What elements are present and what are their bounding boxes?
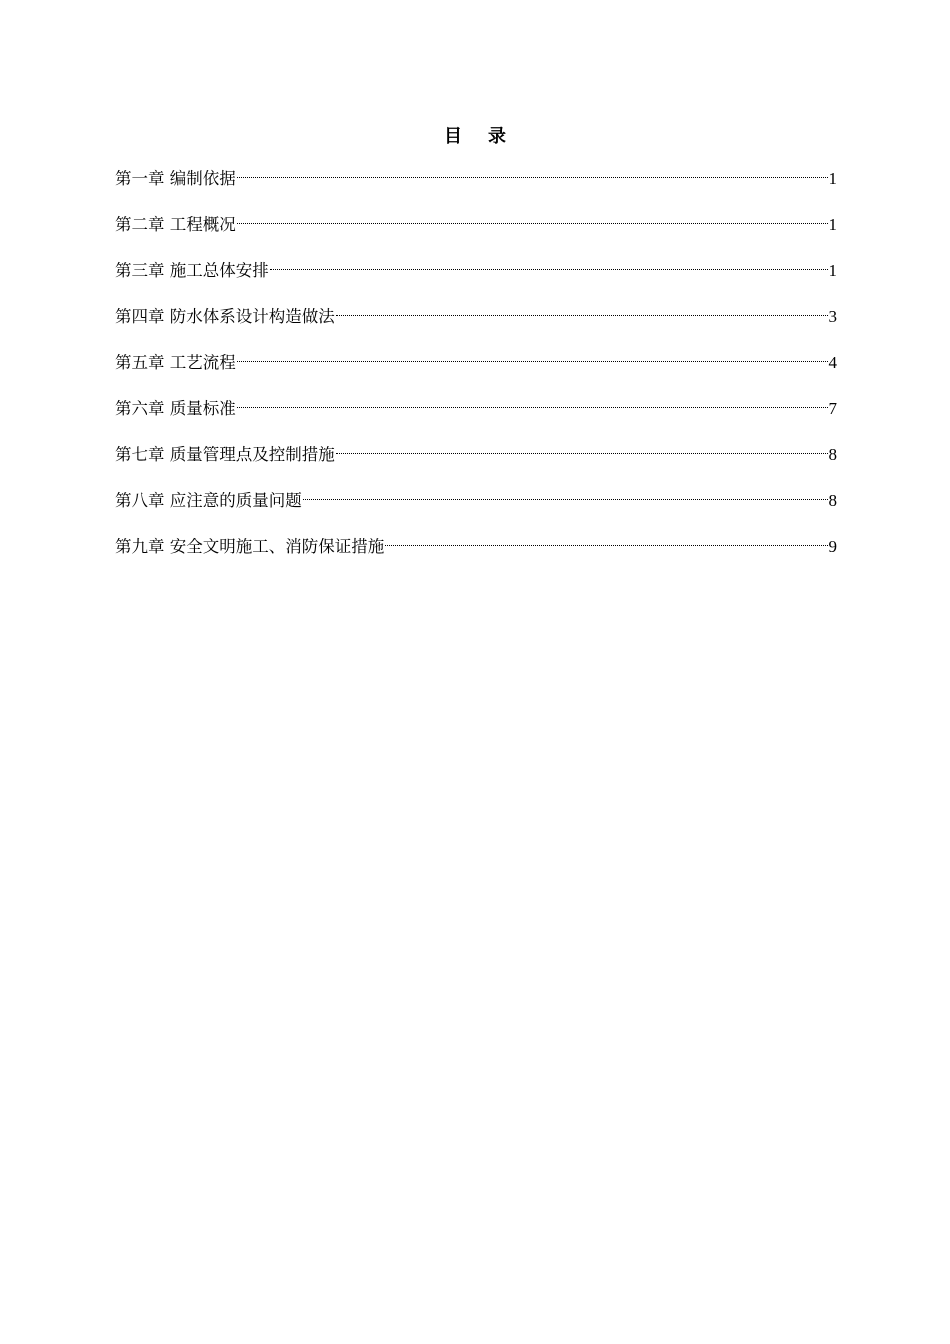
toc-chapter-title: 第六章 质量标准	[115, 399, 236, 418]
toc-chapter-title: 第九章 安全文明施工、消防保证措施	[115, 537, 385, 556]
toc-page-number: 3	[828, 307, 837, 326]
toc-chapter-title: 第五章 工艺流程	[115, 353, 236, 372]
toc-chapter-title: 第三章 施工总体安排	[115, 261, 269, 280]
toc-page-number: 4	[828, 353, 837, 372]
toc-page-number: 8	[828, 445, 837, 464]
toc-dot-leader	[336, 296, 828, 322]
toc-entry-1[interactable]	[115, 158, 837, 204]
toc-entry-4[interactable]	[115, 296, 837, 342]
toc-chapter-title: 第七章 质量管理点及控制措施	[115, 445, 335, 464]
toc-dot-leader	[237, 388, 828, 414]
toc-title	[0, 124, 950, 150]
toc-dot-leader	[336, 434, 828, 460]
toc-dot-leader	[385, 526, 827, 552]
toc-title-char-2: 录	[488, 126, 506, 147]
toc-dot-leader	[237, 158, 828, 184]
toc-dot-leader	[237, 204, 828, 230]
toc-title-char-1: 目	[444, 126, 462, 147]
toc-page-number: 1	[828, 215, 837, 234]
toc-entry-7[interactable]	[115, 434, 837, 480]
toc-dot-leader	[270, 250, 828, 276]
toc-entry-6[interactable]	[115, 388, 837, 434]
toc-page-number: 1	[828, 261, 837, 280]
toc-entry-9[interactable]	[115, 526, 837, 572]
toc-page-number: 1	[828, 169, 837, 188]
toc-page-number: 8	[828, 491, 837, 510]
toc-page-number: 9	[828, 537, 837, 556]
toc-page-number: 7	[828, 399, 837, 418]
toc-chapter-title: 第二章 工程概况	[115, 215, 236, 234]
toc-entry-2[interactable]	[115, 204, 837, 250]
toc-chapter-title: 第一章 编制依据	[115, 169, 236, 188]
toc-dot-leader	[237, 342, 828, 368]
toc-entry-5[interactable]	[115, 342, 837, 388]
toc-entry-3[interactable]	[115, 250, 837, 296]
toc-entry-8[interactable]	[115, 480, 837, 526]
toc-dot-leader	[303, 480, 828, 506]
toc-chapter-title: 第四章 防水体系设计构造做法	[115, 307, 335, 326]
table-of-contents	[115, 158, 837, 572]
toc-chapter-title: 第八章 应注意的质量问题	[115, 491, 302, 510]
